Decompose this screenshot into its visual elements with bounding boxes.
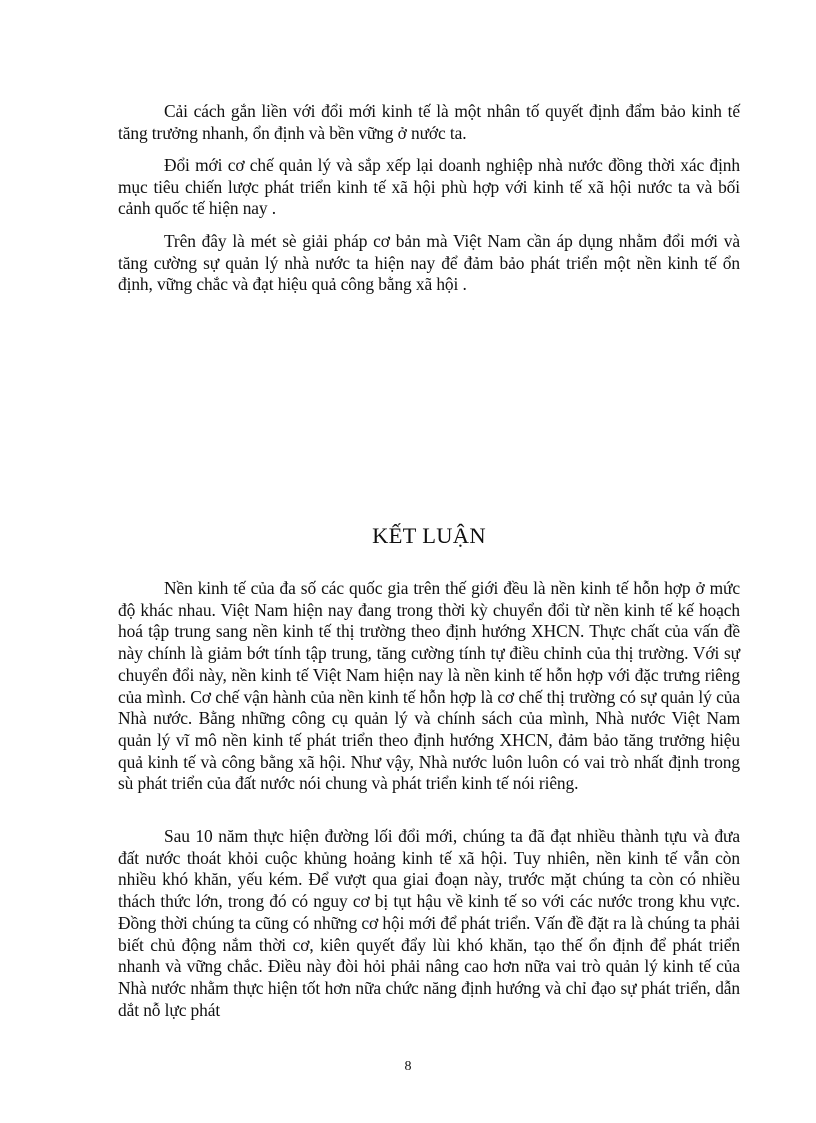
body-paragraph: Cải cách gắn liền với đổi mới kinh tế là một nhân tố quyết định đẩm bảo kinh tế tăng trưởng nhanh, ổn định và bền vững ở nước ta. (118, 101, 740, 143)
body-paragraph: Trên đây là mét sè giải pháp cơ bản mà Việt Nam cần áp dụng nhằm đổi mới và tăng cường sự quản lý nhà nước ta hiện nay để đảm bảo phát triển một nền kinh tế ổn định, vững chắc và đạt hiệu quả công bằng xã hội . (118, 231, 740, 295)
conclusion-paragraph: Nền kinh tế của đa số các quốc gia trên thế giới đều là nền kinh tế hỗn hợp ở mức độ khác nhau. Việt Nam hiện nay đang trong thời kỳ chuyển đổi từ nền kinh tế kế hoạch hoá tập trung sang nền kinh tế thị trường theo định hướng XHCN. Thực chất của vấn đề này chính là giảm bớt tính tập trung, tăng cường tính tự điều chỉnh của thị trường. Với sự chuyển đổi này, nền kinh tế Việt Nam hiện nay là nền kinh tế hỗn hợp với đặc trưng riêng của mình. Cơ chế vận hành của nền kinh tế hỗn hợp là cơ chế thị trường có sự quản lý của Nhà nước. Bằng những công cụ quản lý và chính sách của mình, Nhà nước Việt Nam quản lý vĩ mô nền kinh tế phát triển theo định hướng XHCN, đảm bảo tăng trưởng hiệu quả kinh tế và công bằng xã hội. Như vậy, Nhà nước luôn luôn có vai trò nhất định trong sù phát triển của đất nước nói chung và phát triển kinh tế nói riêng. (118, 578, 740, 794)
page-number: 8 (404, 1059, 412, 1074)
section-heading: KẾT LUẬN (372, 523, 486, 548)
body-paragraph: Đổi mới cơ chế quản lý và sắp xếp lại doanh nghiệp nhà nước đồng thời xác định mục tiêu chiến lược phát triển kinh tế xã hội phù hợp với kinh tế xã hội nước ta và bối cảnh quốc tế hiện nay . (118, 155, 740, 219)
conclusion-paragraph: Sau 10 năm thực hiện đường lối đổi mới, chúng ta đã đạt nhiều thành tựu và đưa đất nước thoát khỏi cuộc khủng hoảng kinh tế xã hội. Tuy nhiên, nền kinh tế vẫn còn nhiều khó khăn, yếu kém. Để vượt qua giai đoạn này, trước mặt chúng ta còn có nhiều thách thức lớn, trong đó có nguy cơ bị tụt hậu về kinh tế so với các nước trong khu vực. Đồng thời chúng ta cũng có những cơ hội mới để phát triển. Vấn đề đặt ra là chúng ta phải biết chủ động nắm thời cơ, kiên quyết đẩy lùi khó khăn, tạo thế ổn định để phát triển nhanh và vững chắc. Điều này đòi hỏi phải nâng cao hơn nữa vai trò quản lý kinh tế của Nhà nước nhằm thực hiện tốt hơn nữa chức năng định hướng và chỉ đạo sự phát triển, dẫn dắt nỗ lực phát (118, 826, 740, 1020)
